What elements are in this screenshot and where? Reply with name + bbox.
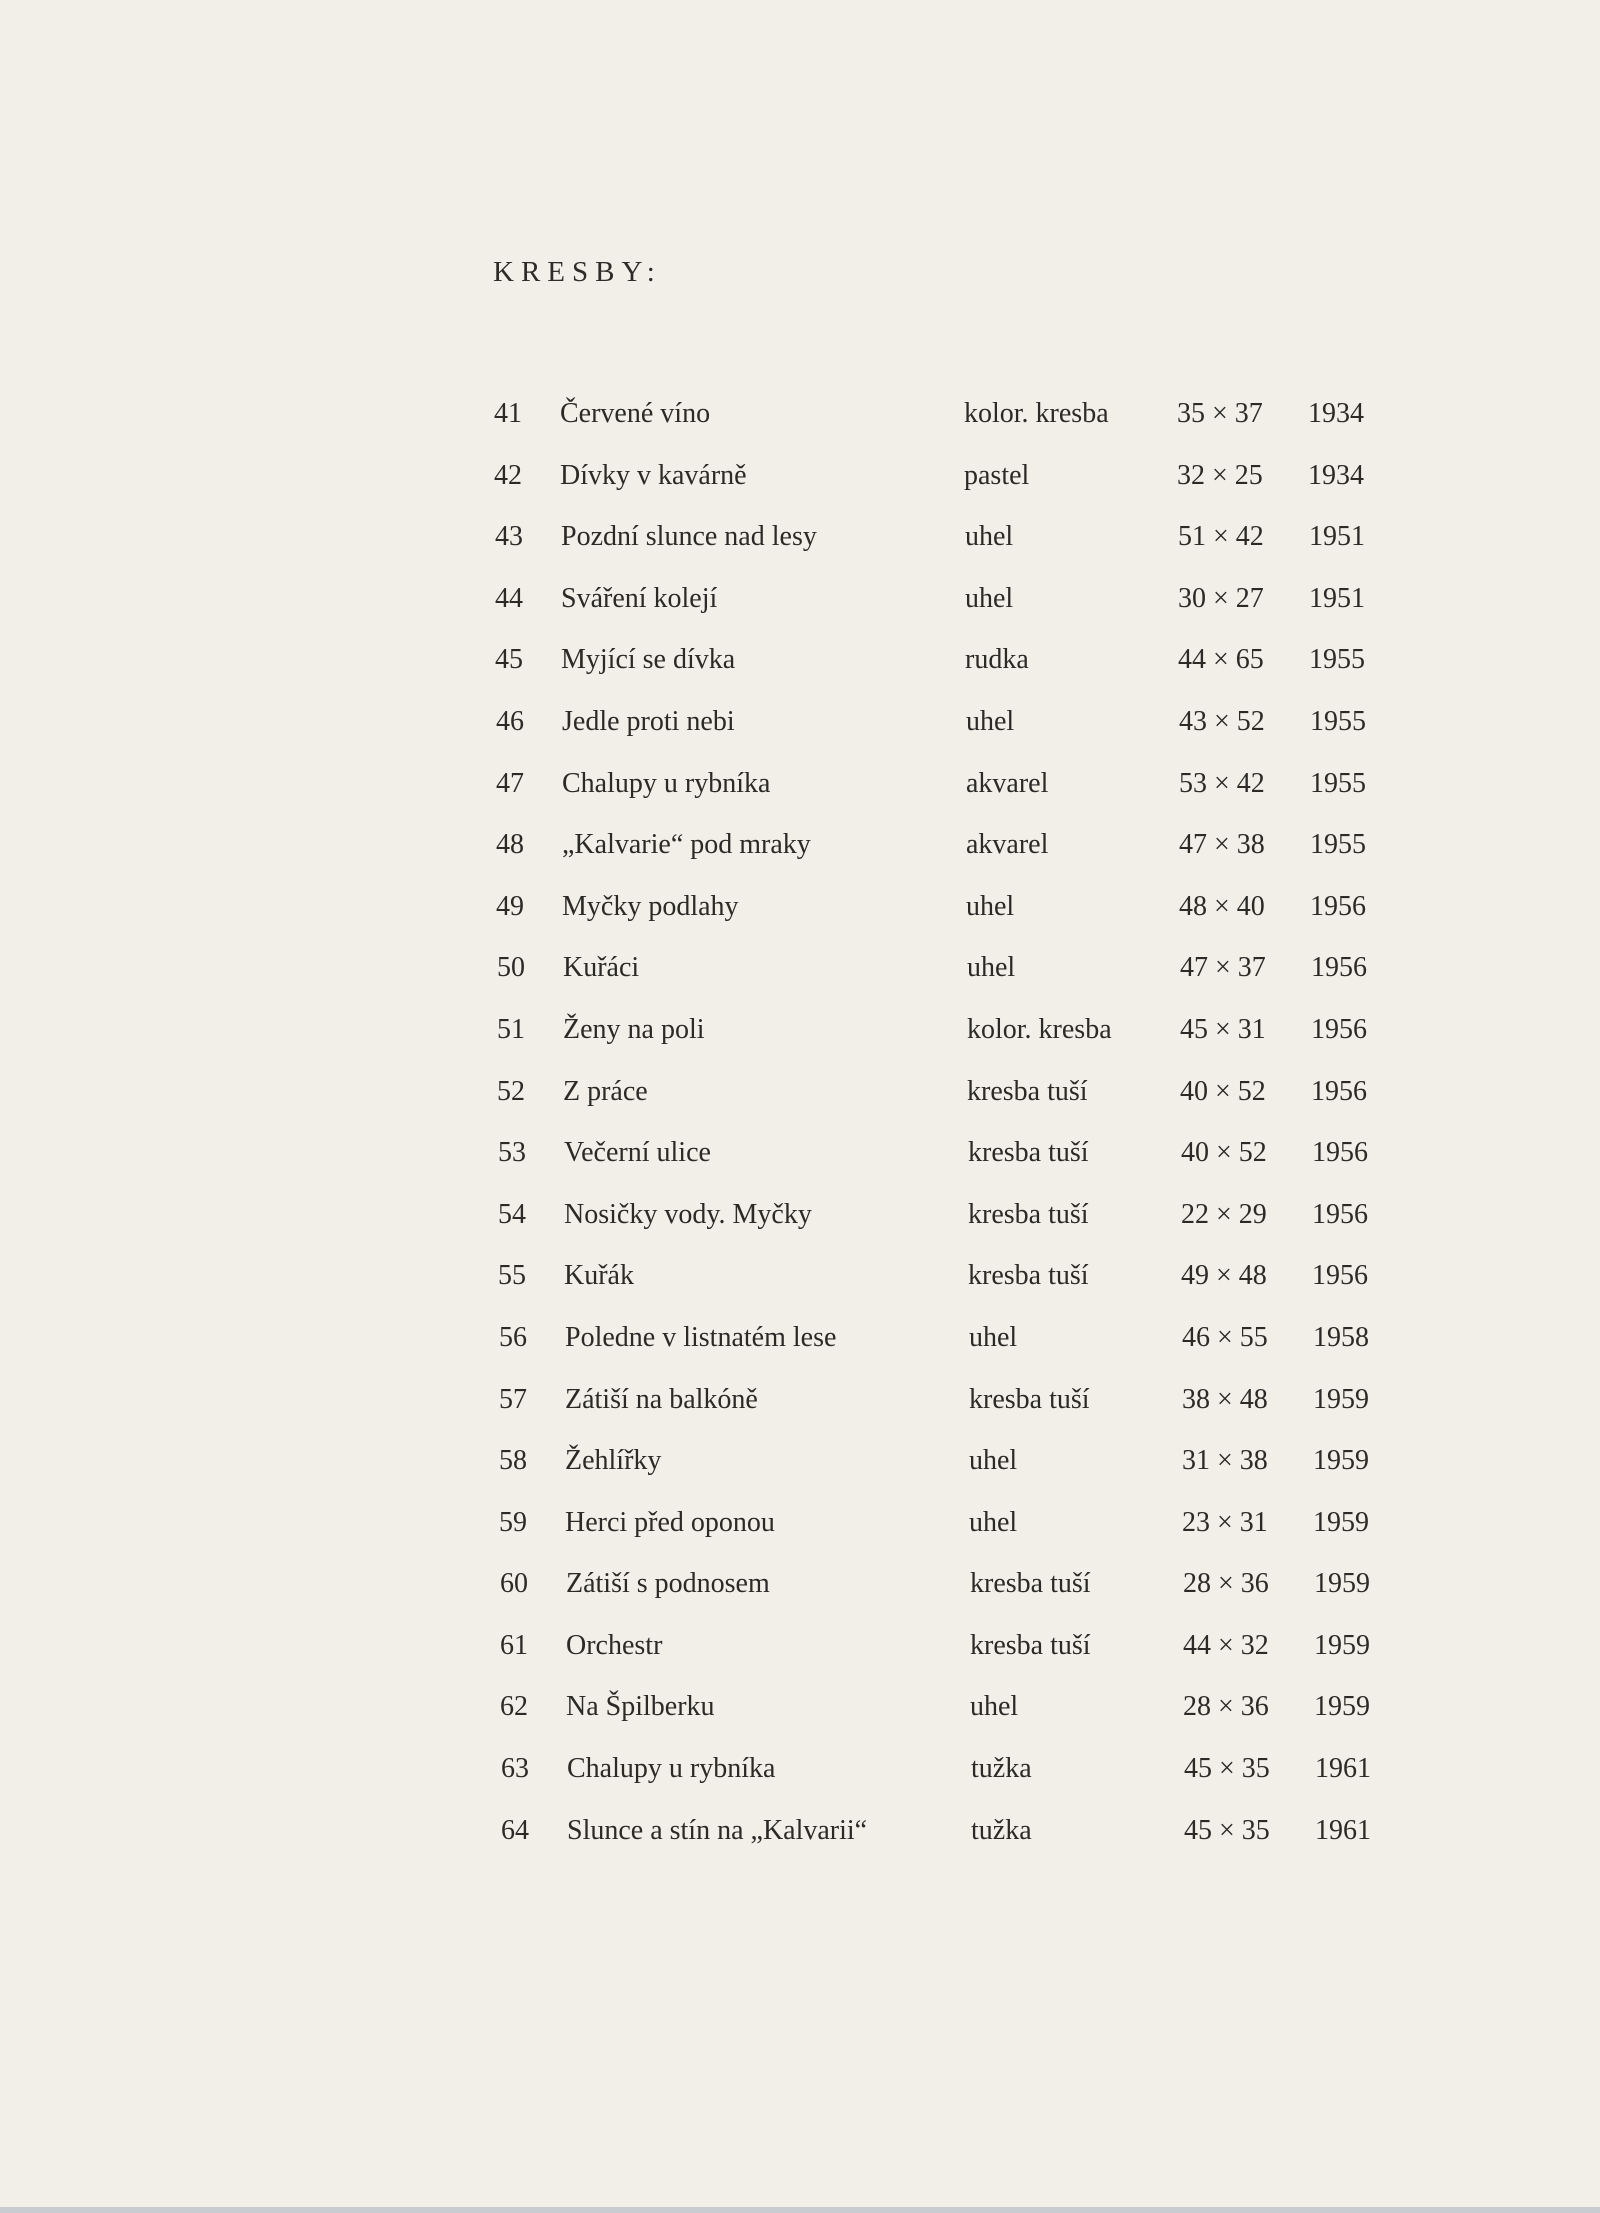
item-technique: kresba tuší — [968, 1137, 1089, 1169]
item-dimensions: 45 × 35 — [1184, 1753, 1270, 1785]
catalog-row — [0, 581, 1600, 643]
item-technique: uhel — [969, 1445, 1018, 1477]
item-title: Chalupy u rybníka — [567, 1753, 776, 1785]
item-title: Pozdní slunce nad lesy — [561, 521, 817, 553]
item-year: 1956 — [1311, 1075, 1367, 1107]
item-title: Z práce — [563, 1075, 648, 1107]
catalog-row — [0, 1628, 1600, 1690]
item-dimensions: 28 × 36 — [1183, 1691, 1269, 1723]
catalog-row — [0, 1074, 1600, 1136]
item-technique: uhel — [965, 582, 1014, 614]
item-technique: pastel — [964, 459, 1030, 491]
item-number: 56 — [499, 1321, 527, 1353]
drawings-catalog-list — [0, 396, 1600, 1874]
catalog-row — [0, 704, 1600, 766]
item-title: Červené víno — [560, 398, 711, 429]
item-dimensions: 38 × 48 — [1182, 1383, 1268, 1415]
item-number: 48 — [496, 829, 524, 861]
item-technique: kresba tuší — [967, 1075, 1088, 1107]
catalog-row — [0, 1382, 1600, 1444]
item-number: 60 — [500, 1568, 528, 1600]
item-dimensions: 32 × 25 — [1177, 459, 1263, 491]
catalog-row — [0, 1320, 1600, 1382]
catalog-row — [0, 889, 1600, 951]
item-year: 1956 — [1311, 952, 1367, 984]
item-technique: uhel — [966, 890, 1015, 922]
item-title: Myčky podlahy — [562, 890, 739, 922]
item-dimensions: 49 × 48 — [1181, 1260, 1267, 1292]
item-title: Slunce a stín na „Kalvarii“ — [567, 1814, 868, 1846]
item-technique: uhel — [969, 1506, 1018, 1538]
item-year: 1955 — [1309, 644, 1365, 676]
item-technique: uhel — [966, 705, 1015, 737]
item-title: Poledne v listnatém lese — [565, 1321, 837, 1353]
item-dimensions: 44 × 65 — [1178, 644, 1264, 676]
catalog-row — [0, 519, 1600, 581]
item-technique: kolor. kresba — [964, 398, 1109, 429]
item-title: Chalupy u rybníka — [562, 767, 771, 799]
item-number: 62 — [500, 1691, 528, 1723]
item-technique: kresba tuší — [968, 1198, 1089, 1230]
item-technique: akvarel — [966, 829, 1049, 861]
item-title: Herci před oponou — [565, 1506, 775, 1538]
catalog-row — [0, 642, 1600, 704]
item-year: 1956 — [1312, 1198, 1368, 1230]
item-dimensions: 40 × 52 — [1181, 1137, 1267, 1169]
item-technique: uhel — [970, 1691, 1019, 1723]
item-title: Zátiší na balkóně — [565, 1383, 758, 1415]
catalog-row — [0, 458, 1600, 520]
catalog-row — [0, 1751, 1600, 1813]
item-year: 1959 — [1313, 1383, 1369, 1415]
item-year: 1959 — [1314, 1691, 1370, 1723]
item-year: 1955 — [1310, 705, 1366, 737]
item-technique: uhel — [969, 1321, 1018, 1353]
item-title: Kuřák — [564, 1260, 634, 1292]
item-year: 1951 — [1309, 521, 1365, 553]
item-title: Orchestr — [566, 1629, 663, 1661]
item-year: 1958 — [1313, 1321, 1369, 1353]
item-technique: kresba tuší — [970, 1629, 1091, 1661]
item-technique: akvarel — [966, 767, 1049, 799]
item-number: 42 — [494, 459, 522, 491]
item-year: 1934 — [1308, 459, 1364, 491]
item-dimensions: 40 × 52 — [1180, 1075, 1266, 1107]
item-number: 50 — [497, 952, 525, 984]
item-title: Na Špilberku — [566, 1691, 715, 1723]
catalog-row — [0, 1689, 1600, 1751]
item-title: Dívky v kavárně — [560, 459, 747, 491]
item-number: 54 — [498, 1198, 526, 1230]
item-technique: tužka — [971, 1753, 1032, 1785]
item-number: 46 — [496, 705, 524, 737]
item-number: 64 — [501, 1814, 529, 1846]
item-dimensions: 46 × 55 — [1182, 1321, 1268, 1353]
item-number: 59 — [499, 1506, 527, 1538]
item-year: 1959 — [1313, 1445, 1369, 1477]
catalog-row — [0, 766, 1600, 828]
catalog-row — [0, 1197, 1600, 1259]
item-dimensions: 43 × 52 — [1179, 705, 1265, 737]
catalog-row — [0, 1566, 1600, 1628]
item-year: 1961 — [1315, 1753, 1371, 1785]
item-dimensions: 47 × 38 — [1179, 829, 1265, 861]
item-title: Žehlířky — [565, 1445, 662, 1477]
item-number: 61 — [500, 1629, 528, 1661]
item-title: „Kalvarie“ pod mraky — [562, 829, 811, 861]
item-number: 58 — [499, 1445, 527, 1477]
catalog-row — [0, 1505, 1600, 1567]
item-title: Večerní ulice — [564, 1137, 711, 1169]
item-title: Ženy na poli — [563, 1013, 705, 1045]
item-year: 1959 — [1314, 1568, 1370, 1600]
catalog-row — [0, 1813, 1600, 1875]
item-dimensions: 22 × 29 — [1181, 1198, 1267, 1230]
item-number: 44 — [495, 582, 523, 614]
item-technique: kresba tuší — [969, 1383, 1090, 1415]
item-dimensions: 23 × 31 — [1182, 1506, 1268, 1538]
item-year: 1956 — [1312, 1260, 1368, 1292]
item-number: 45 — [495, 644, 523, 676]
item-number: 55 — [498, 1260, 526, 1292]
item-number: 49 — [496, 890, 524, 922]
item-title: Nosičky vody. Myčky — [564, 1198, 812, 1230]
section-heading: KRESBY: — [493, 256, 662, 288]
item-year: 1961 — [1315, 1814, 1371, 1846]
item-year: 1934 — [1308, 398, 1364, 429]
item-number: 43 — [495, 521, 523, 553]
item-dimensions: 35 × 37 — [1177, 398, 1263, 429]
item-title: Kuřáci — [563, 952, 640, 984]
item-dimensions: 30 × 27 — [1178, 582, 1264, 614]
catalog-row — [0, 950, 1600, 1012]
item-number: 53 — [498, 1137, 526, 1169]
item-number: 52 — [497, 1075, 525, 1107]
item-technique: uhel — [965, 521, 1014, 553]
item-year: 1955 — [1310, 767, 1366, 799]
catalog-row — [0, 1135, 1600, 1197]
catalog-row — [0, 1443, 1600, 1505]
item-number: 57 — [499, 1383, 527, 1415]
item-year: 1951 — [1309, 582, 1365, 614]
catalog-row — [0, 396, 1600, 458]
item-dimensions: 45 × 35 — [1184, 1814, 1270, 1846]
item-year: 1959 — [1314, 1629, 1370, 1661]
item-year: 1955 — [1310, 829, 1366, 861]
item-dimensions: 44 × 32 — [1183, 1629, 1269, 1661]
item-title: Sváření kolejí — [561, 582, 718, 614]
item-dimensions: 31 × 38 — [1182, 1445, 1268, 1477]
item-year: 1956 — [1312, 1137, 1368, 1169]
item-year: 1956 — [1311, 1013, 1367, 1045]
item-number: 63 — [501, 1753, 529, 1785]
item-technique: rudka — [965, 644, 1029, 676]
item-year: 1956 — [1310, 890, 1366, 922]
item-technique: uhel — [967, 952, 1016, 984]
item-number: 51 — [497, 1013, 525, 1045]
item-dimensions: 45 × 31 — [1180, 1013, 1266, 1045]
item-title: Myjící se dívka — [561, 644, 736, 676]
catalog-row — [0, 1012, 1600, 1074]
item-number: 47 — [496, 767, 524, 799]
item-technique: kresba tuší — [970, 1568, 1091, 1600]
item-technique: tužka — [971, 1814, 1032, 1846]
item-dimensions: 51 × 42 — [1178, 521, 1264, 553]
item-technique: kolor. kresba — [967, 1013, 1112, 1045]
item-number: 41 — [494, 398, 522, 429]
page-bottom-edge — [0, 2207, 1600, 2213]
item-dimensions: 47 × 37 — [1180, 952, 1266, 984]
item-dimensions: 53 × 42 — [1179, 767, 1265, 799]
item-dimensions: 28 × 36 — [1183, 1568, 1269, 1600]
item-technique: kresba tuší — [968, 1260, 1089, 1292]
item-dimensions: 48 × 40 — [1179, 890, 1265, 922]
item-title: Jedle proti nebi — [562, 705, 735, 737]
item-year: 1959 — [1313, 1506, 1369, 1538]
item-title: Zátiší s podnosem — [566, 1568, 770, 1600]
catalog-row — [0, 1258, 1600, 1320]
catalog-row — [0, 827, 1600, 889]
